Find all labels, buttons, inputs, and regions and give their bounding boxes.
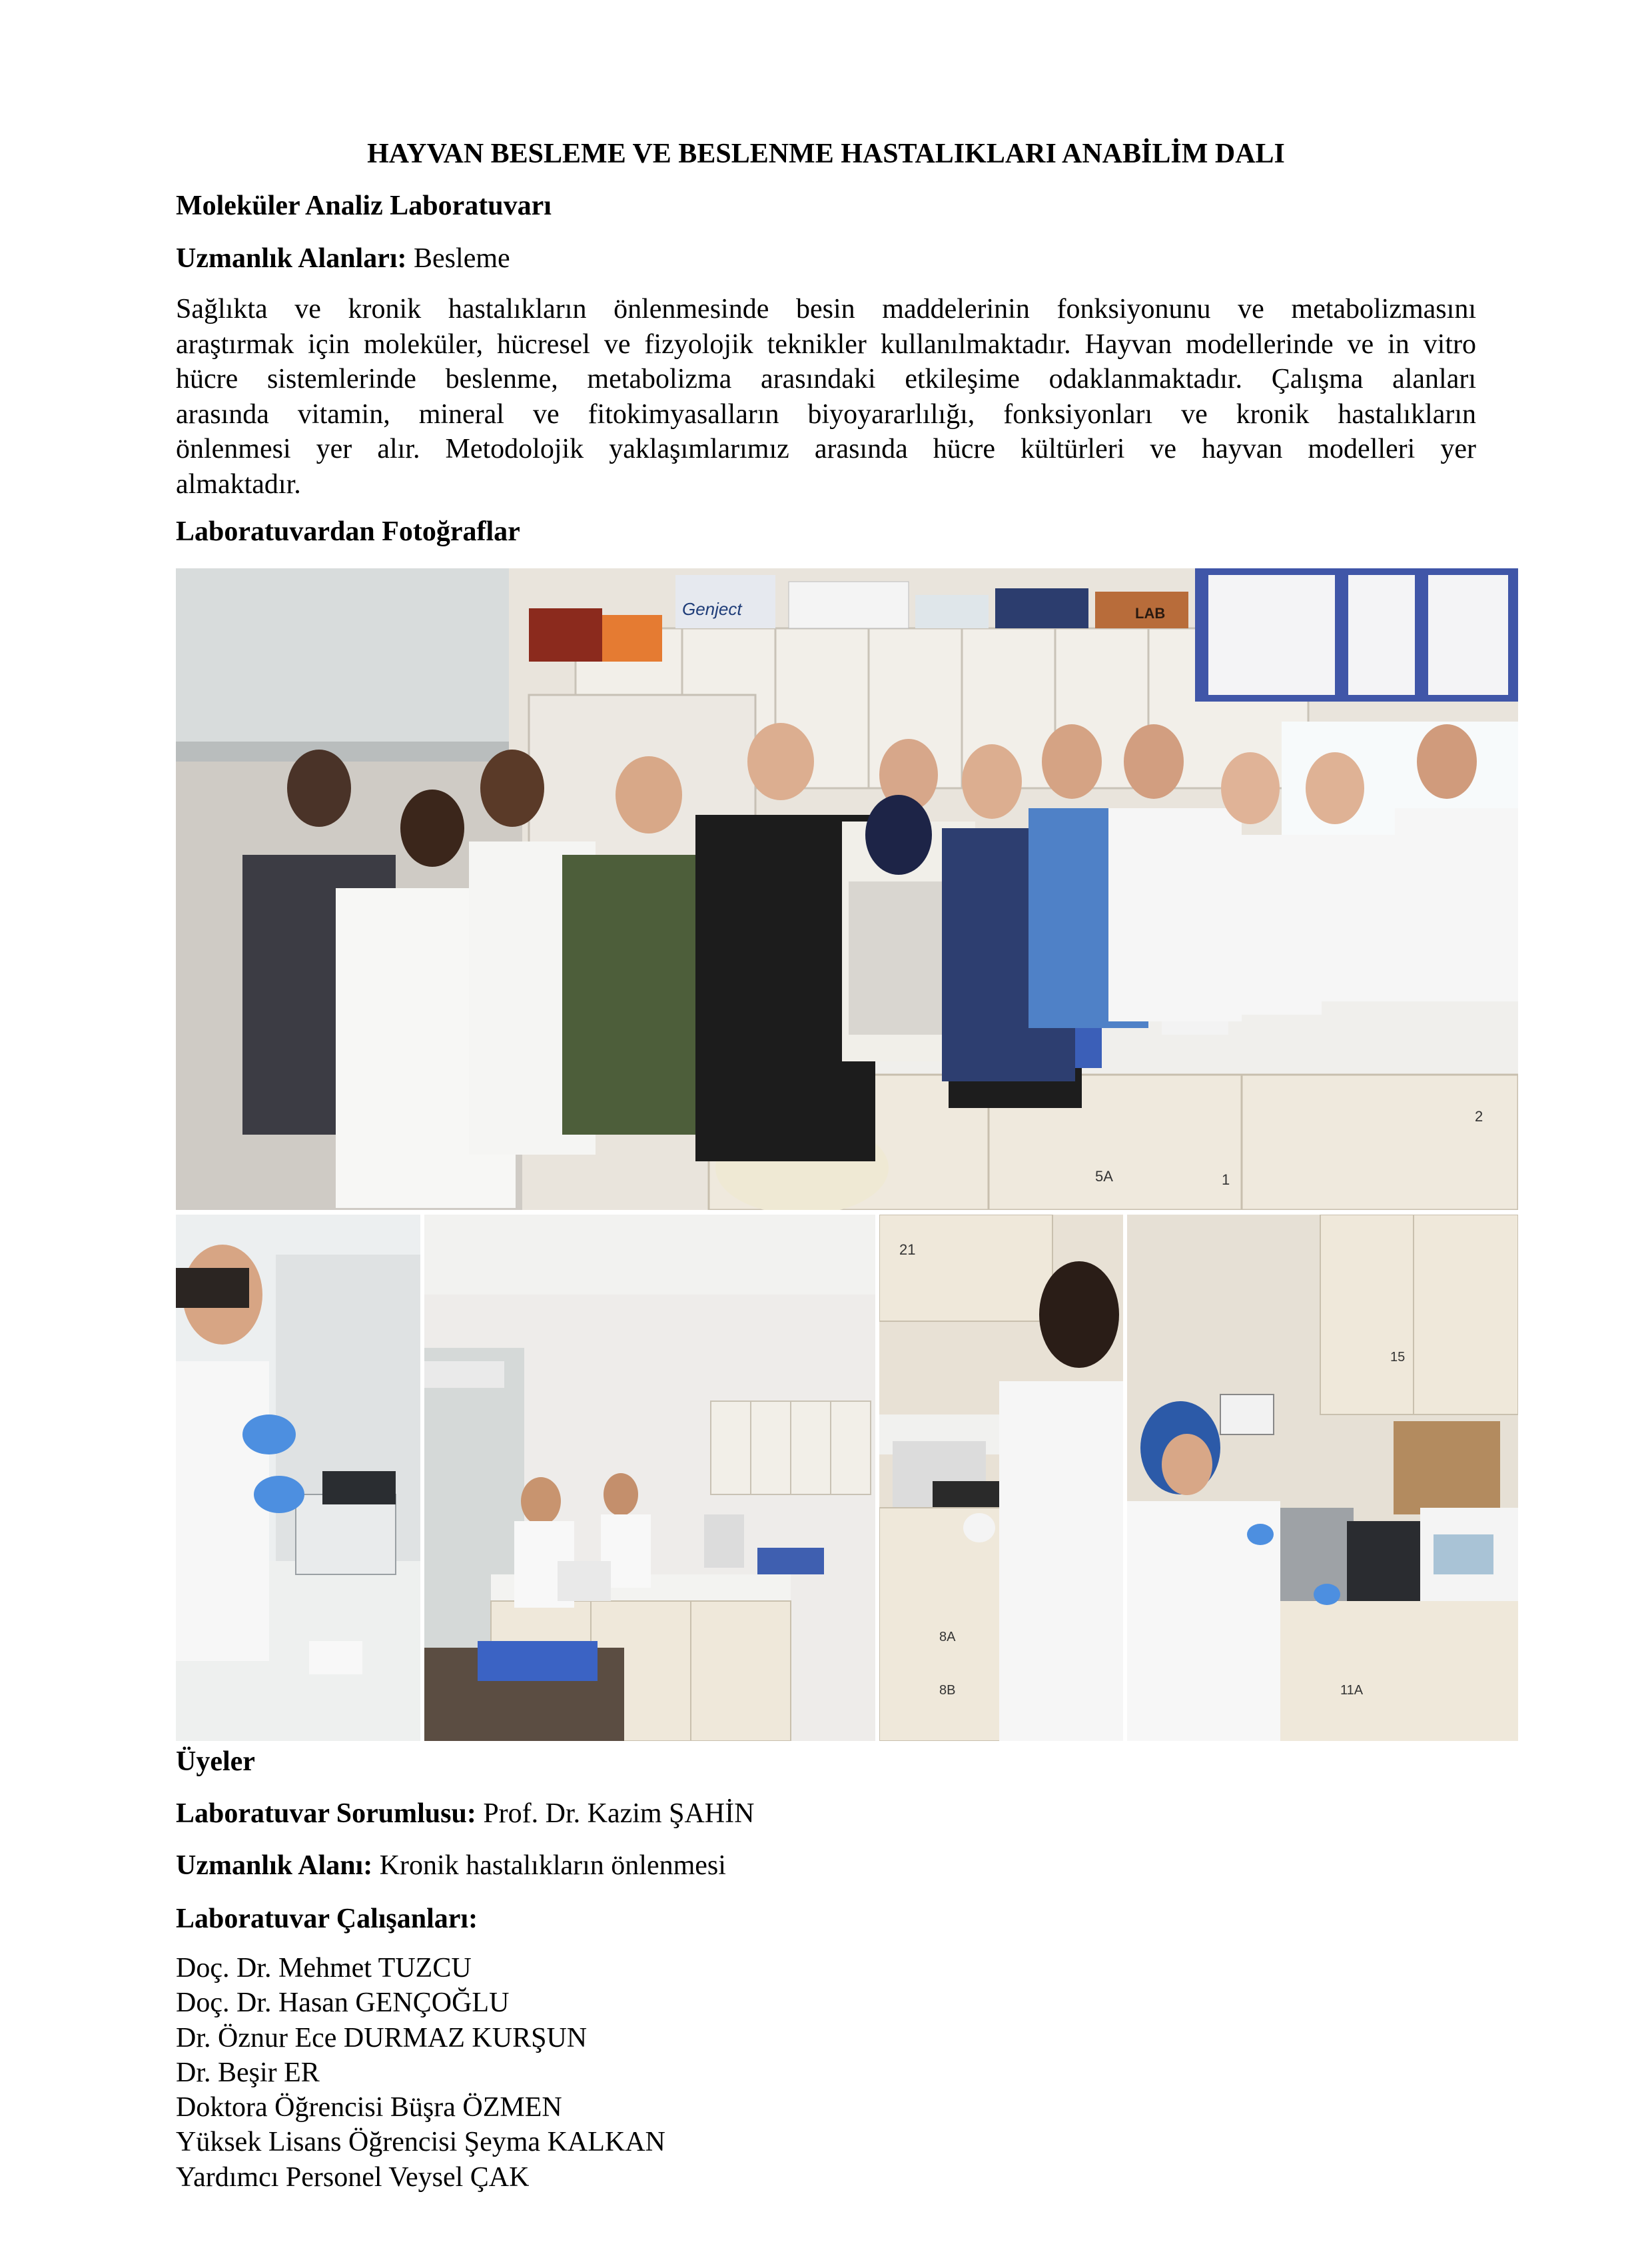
description-paragraph — [176, 292, 1476, 502]
expertise-line — [176, 241, 510, 276]
staff-member: Dr. Beşir ER — [176, 2057, 320, 2088]
description-line: almaktadır. — [176, 468, 301, 500]
staff-member: Doç. Dr. Mehmet TUZCU — [176, 1953, 472, 1983]
expertise-value: Besleme — [414, 243, 510, 274]
cabinet-label: 8A — [939, 1630, 956, 1644]
description-line: araştırmak için moleküler, hücresel ve fizyolojik teknikler kullanılmaktadır. Hayvan modellerinde ve in vitro — [176, 328, 1476, 360]
cabinet-label: 11A — [1340, 1683, 1364, 1698]
cabinet-label: 1 — [1222, 1171, 1230, 1188]
staff-heading: Laboratuvar Çalışanları: — [176, 1904, 478, 1934]
staff-list — [176, 1951, 665, 2195]
photos-heading: Laboratuvardan Fotoğraflar — [176, 516, 520, 547]
lab-head-expertise-value: Kronik hastalıkların önlenmesi — [379, 1850, 726, 1881]
lab-head-expertise-label: Uzmanlık Alanı: — [176, 1850, 373, 1881]
lab-photo-spectro — [879, 1215, 1123, 1741]
description-line: arasında vitamin, mineral ve fitokimyasalların biyoyararlılığı, fonksiyonları ve kronik hastalıkların — [176, 398, 1476, 430]
description-line: hücre sistemlerinde beslenme, metabolizma arasındaki etkileşime odaklanmaktadır. Çalışma alanları — [176, 364, 1476, 394]
lab-photo-bench-illustration — [424, 1215, 875, 1741]
lab-photo-bench — [424, 1215, 875, 1741]
members-heading: Üyeler — [176, 1746, 255, 1777]
staff-member: Yardımcı Personel Veysel ÇAK — [176, 2161, 530, 2193]
description-line: Sağlıkta ve kronik hastalıkların önlenmesinde besin maddelerinin fonksiyonunu ve metabolizmasını — [176, 294, 1476, 324]
lab-head-line — [176, 1796, 754, 1831]
lab-head-expertise-line — [176, 1848, 726, 1883]
genject-label: Genject — [682, 599, 742, 619]
lab-head-label: Laboratuvar Sorumlusu: — [176, 1798, 476, 1829]
cabinet-label: 21 — [899, 1241, 916, 1258]
cabinet-label: 15 — [1390, 1350, 1406, 1365]
cabinet-label: 2 — [1475, 1108, 1483, 1125]
staff-member: Doktora Öğrencisi Büşra ÖZMEN — [176, 2092, 562, 2123]
staff-member: Doç. Dr. Hasan GENÇOĞLU — [176, 1987, 510, 2019]
lab-photo-pcr — [176, 1215, 420, 1741]
lab-head-name: Prof. Dr. Kazim ŞAHİN — [483, 1798, 755, 1829]
lab-photo-centrifuge — [1127, 1215, 1518, 1741]
box-label: LAB — [1135, 605, 1166, 622]
lab-name: Moleküler Analiz Laboratuvarı — [176, 191, 552, 221]
group-photo-illustration — [176, 568, 1518, 1210]
cabinet-label: 5A — [1095, 1168, 1113, 1185]
expertise-label: Uzmanlık Alanları: — [176, 243, 407, 274]
description-line: önlenmesi yer alır. Metodolojik yaklaşımlarımız arasında hücre kültürleri ve hayvan modelleri yer — [176, 434, 1476, 464]
staff-member: Yüksek Lisans Öğrencisi Şeyma KALKAN — [176, 2127, 665, 2158]
department-title: HAYVAN BESLEME VE BESLENME HASTALIKLARI ANABİLİM DALI — [367, 139, 1285, 169]
lab-photo-pcr-illustration — [176, 1215, 420, 1741]
lab-photo-centrifuge-illustration — [1127, 1215, 1518, 1741]
lab-photo-spectro-illustration — [879, 1215, 1123, 1741]
cabinet-label: 8B — [939, 1683, 956, 1698]
group-photo — [176, 568, 1518, 1210]
staff-member: Dr. Öznur Ece DURMAZ KURŞUN — [176, 2022, 588, 2053]
